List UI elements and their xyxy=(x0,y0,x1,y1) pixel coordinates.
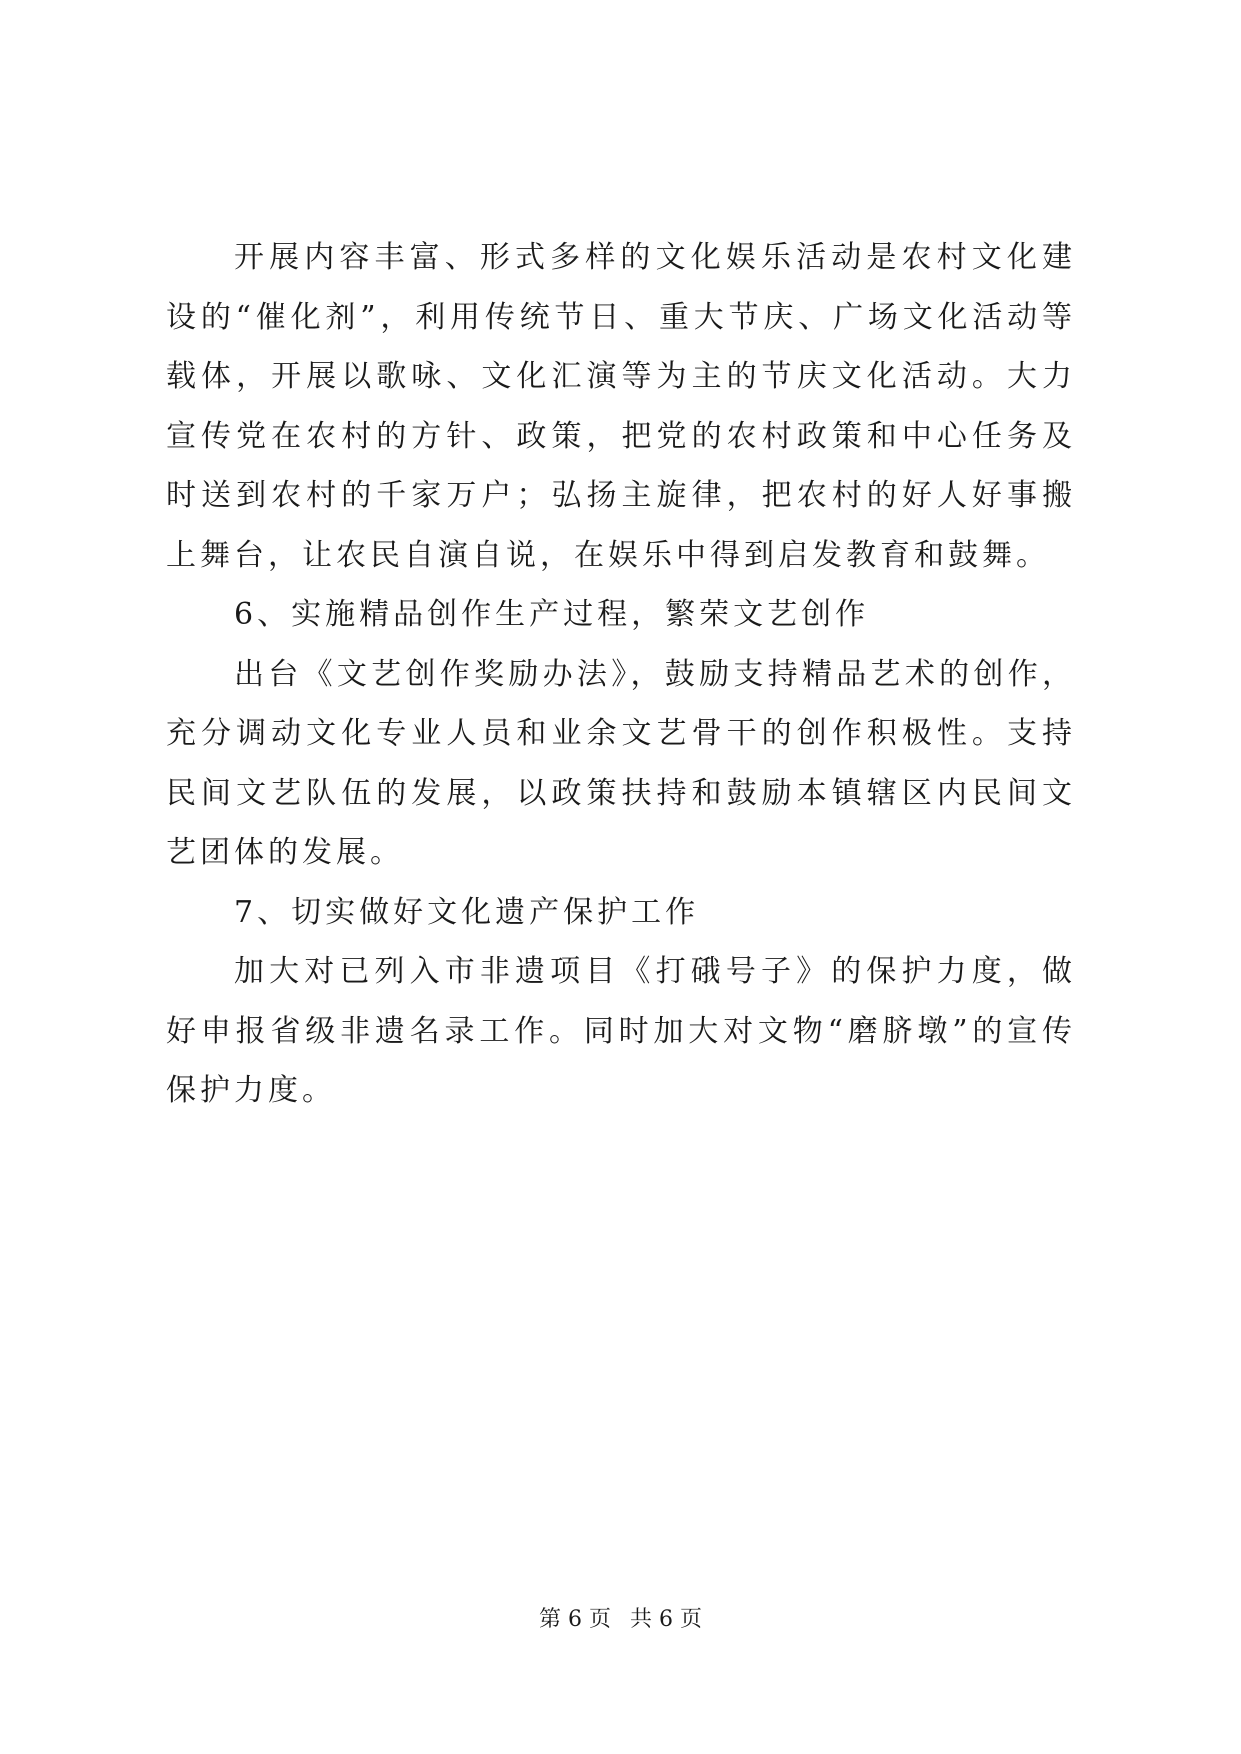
page-footer xyxy=(0,1605,1241,1635)
page-number-total: 共 6 页 xyxy=(630,1607,702,1632)
heading-item-6: 6、实施精品创作生产过程，繁荣文艺创作 xyxy=(234,597,870,632)
paragraph-cultural-activities: 开展内容丰富、形式多样的文化娱乐活动是农村文化建设的“催化剂”，利用传统节日、重大节庆、广场文化活动等载体，开展以歌咏、文化汇演等为主的节庆文化活动。大力宣传党在农村的方针、政策，把党的农村政策和中心任务及时送到农村的千家万户；弘扬主旋律，把农村的好人好事搬上舞台，让农民自演自说，在娱乐中得到启发教育和鼓舞。 xyxy=(166,240,1076,573)
paragraph-art-creation: 出台《文艺创作奖励办法》，鼓励支持精品艺术的创作，充分调动文化专业人员和业余文艺骨干的创作积极性。支持民间文艺队伍的发展，以政策扶持和鼓励本镇辖区内民间文艺团体的发展。 xyxy=(166,656,1076,870)
heading-item-7: 7、切实做好文化遗产保护工作 xyxy=(234,894,700,930)
paragraph-heritage-protection: 加大对已列入市非遗项目《打硪号子》的保护力度，做好申报省级非遗名录工作。同时加大对文物“磨脐墩”的宣传保护力度。 xyxy=(166,954,1076,1108)
document-body xyxy=(166,228,1076,1121)
page-number-current: 第 6 页 xyxy=(539,1607,611,1632)
